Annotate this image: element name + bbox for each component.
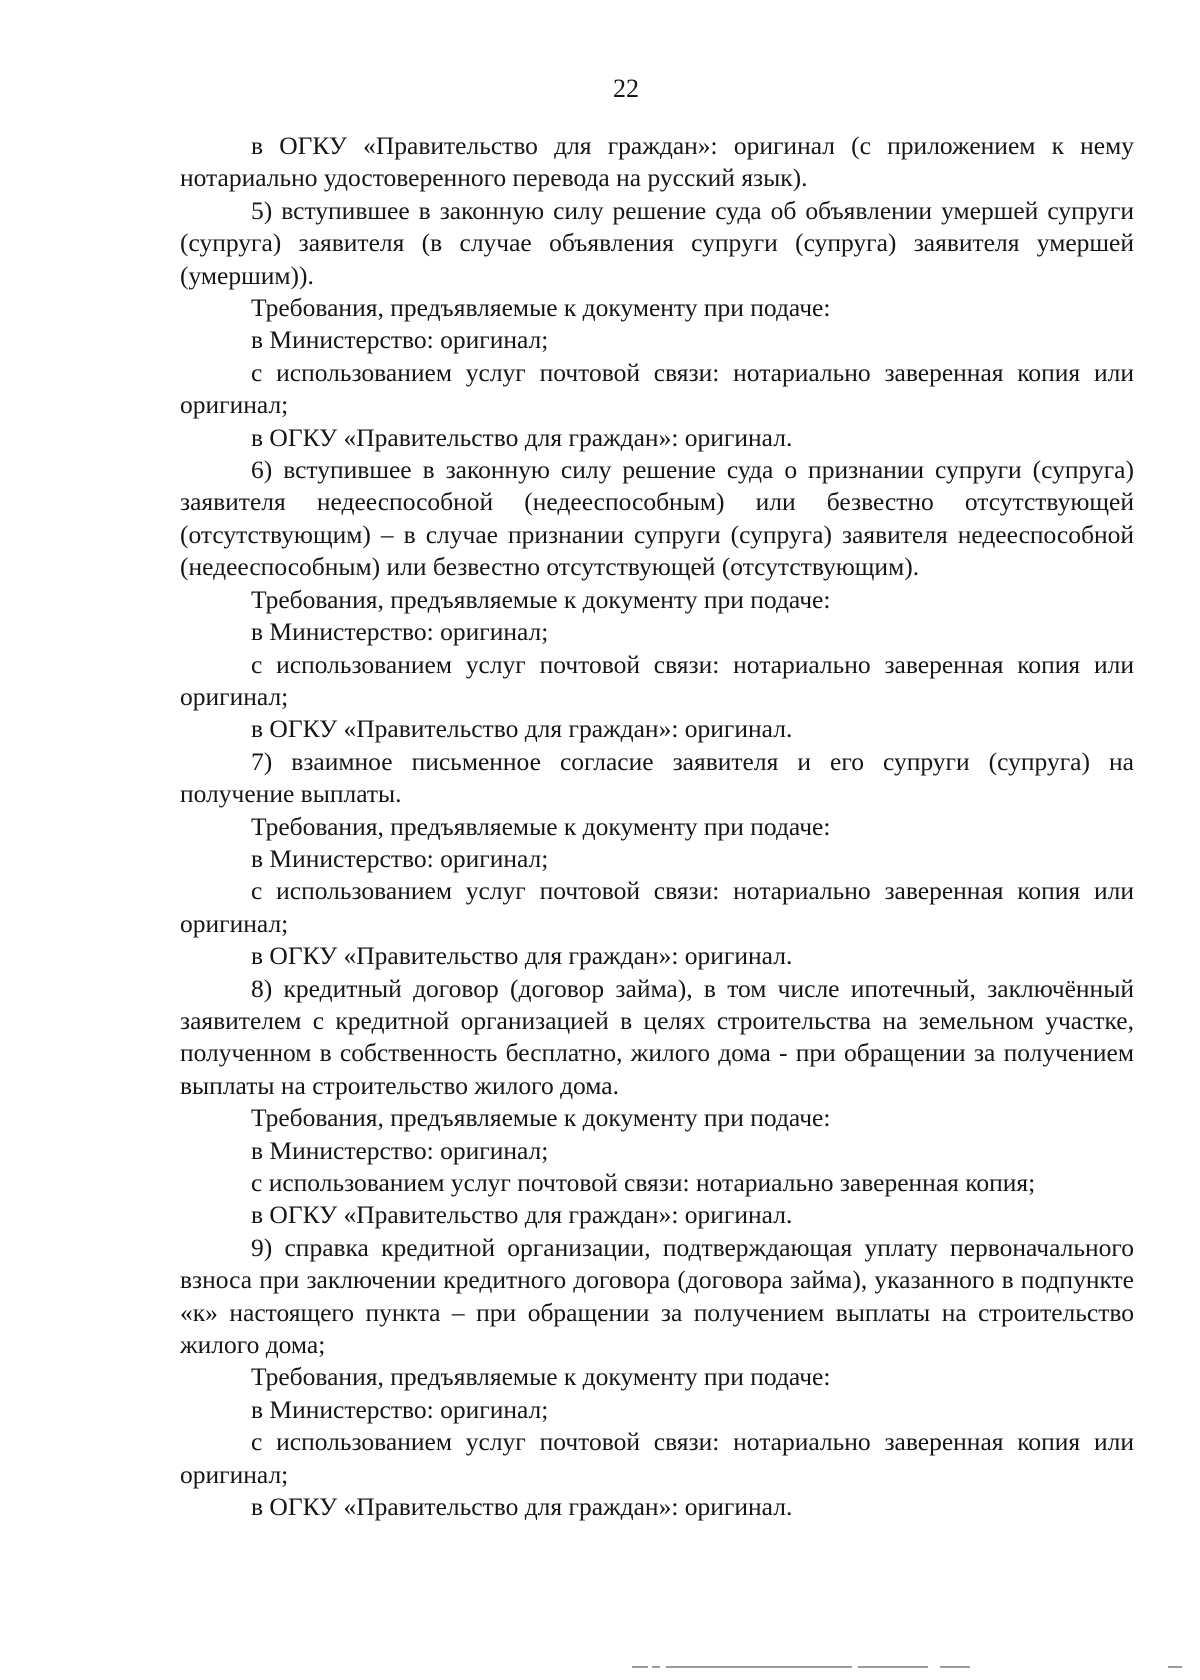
scan-artifact-line (940, 1666, 970, 1668)
paragraph-ministry-requirement: в Министерство: оригинал; (251, 1135, 549, 1165)
paragraph-ogku-requirement: в ОГКУ «Правительство для граждан»: оригинал. (251, 1200, 793, 1230)
paragraph-ogku-requirement: в ОГКУ «Правительство для граждан»: оригинал. (251, 422, 793, 452)
paragraph-postal-requirement: с использованием услуг почтовой связи: нотариально заверенная копия или оригинал; (180, 876, 1134, 938)
paragraph-requirements-heading: Требования, предъявляемые к документу при подаче: (251, 811, 831, 841)
paragraph-item-5: 5) вступившее в законную силу решение суда об объявлении умершей супруги (супруга) заявителя (в случае объявления супруги (супруга) заявителя умершей (умершим)). (180, 195, 1134, 290)
scan-artifact-line (632, 1666, 648, 1668)
paragraph-postal-requirement: с использованием услуг почтовой связи: нотариально заверенная копия или оригинал; (180, 357, 1134, 420)
paragraph-postal-requirement: с использованием услуг почтовой связи: нотариально заверенная копия или оригинал; (180, 1427, 1134, 1489)
paragraph-requirements-heading: Требования, предъявляемые к документу при подаче: (251, 293, 831, 323)
paragraph-ministry-requirement: в Министерство: оригинал; (251, 325, 549, 355)
paragraph-item-8: 8) кредитный договор (договор займа), в том числе ипотечный, заключённый заявителем с кредитной организацией в целях строительства на земельном участке, полученном в собственность бесплатно, жилого дома - при обращении за получением выплаты на строительство жилого дома. (180, 973, 1134, 1100)
paragraph-requirements-heading: Требования, предъявляемые к документу при подаче: (251, 584, 831, 614)
page-number: 22 (613, 74, 639, 103)
paragraph-requirements-heading: Требования, предъявляемые к документу при подаче: (251, 1362, 831, 1392)
paragraph-ogku-requirement: в ОГКУ «Правительство для граждан»: оригинал. (251, 941, 793, 971)
paragraph-ministry-requirement: в Министерство: оригинал; (251, 617, 549, 647)
paragraph-ogku-requirement: в ОГКУ «Правительство для граждан»: оригинал. (251, 1492, 793, 1522)
paragraph-postal-requirement: с использованием услуг почтовой связи: нотариально заверенная копия или оригинал; (180, 649, 1134, 711)
paragraph-ministry-requirement: в Министерство: оригинал; (251, 1394, 549, 1424)
document-body (180, 130, 1134, 1523)
paragraph-ministry-requirement: в Министерство: оригинал; (251, 843, 549, 873)
scan-artifact-line (858, 1666, 928, 1668)
scan-artifact-line (666, 1666, 852, 1668)
paragraph-item-9: 9) справка кредитной организации, подтверждающая уплату первоначального взноса при заключении кредитного договора (договора займа), указанного в подпункте «к» настоящего пункта – при обращении за получением выплаты на строительство жилого дома; (180, 1232, 1134, 1360)
paragraph-original-with-translation: в ОГКУ «Правительство для граждан»: оригинал (с приложением к нему нотариально удостоверенного перевода на русский язык). (180, 131, 1134, 193)
scan-artifact-line (652, 1666, 660, 1668)
paragraph-postal-requirement: с использованием услуг почтовой связи: нотариально заверенная копия; (251, 1168, 1036, 1197)
paragraph-requirements-heading: Требования, предъявляемые к документу при подаче: (251, 1103, 831, 1133)
paragraph-ogku-requirement: в ОГКУ «Правительство для граждан»: оригинал. (251, 714, 793, 744)
paragraph-item-6: 6) вступившее в законную силу решение суда о признании супруги (супруга) заявителя недееспособной (недееспособным) или безвестно отсутствующей (отсутствующим) – в случае признании супруги (супруга) заявителя недееспособной (недееспособным) или безвестно отсутствующей (отсутствующим). (180, 455, 1134, 582)
paragraph-item-7: 7) взаимное письменное согласие заявителя и его супруги (супруга) на получение выплаты. (180, 746, 1134, 809)
scan-artifact-line (1168, 1666, 1182, 1668)
